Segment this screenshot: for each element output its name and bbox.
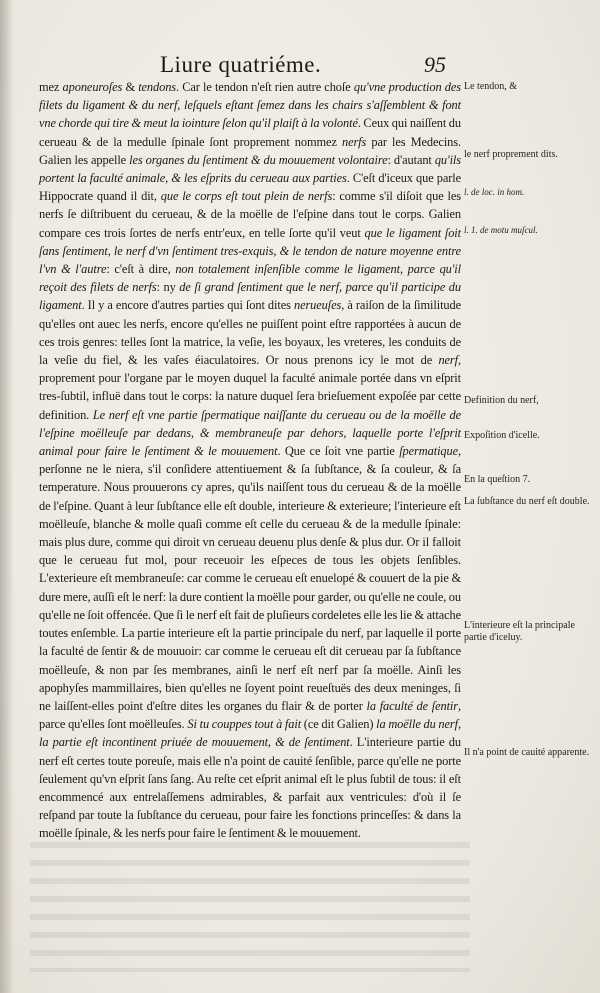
gutter-shadow — [0, 0, 14, 993]
italic-segment: ſpermatique — [399, 444, 458, 459]
text-segment: . Ceux qui naiſſent du cerueau & de la medulle ſpinale ſont proprement nommez — [39, 116, 461, 149]
margin-note-nerf-proprement: le nerf proprement dits. — [464, 149, 558, 160]
page-number: 95 — [424, 52, 446, 77]
italic-segment: la faculté de ſentir — [366, 698, 458, 713]
body-paragraph — [39, 78, 461, 843]
italic-segment: tendons — [138, 80, 177, 94]
margin-note-cauite: Il n'a point de cauité apparente. — [464, 747, 590, 758]
italic-segment: Le nerf eſt vne partie ſpermatique naiſſante du cerueau ou de la moëlle de l'eſpine moëlleuſe par dedans, & membraneuſe par dehors, laquelle porte l'eſprit animal pour faire le ſentiment & le mouuement — [39, 407, 461, 459]
italic-segment: non totalement inſenſible comme le ligament, parce qu'il reçoit des filets de nerfs — [39, 262, 461, 295]
italic-segment: qu'ils portent la faculté animale, & les eſprits du cerueau aux parties — [39, 152, 461, 186]
text-segment: . L'interieure partie du nerf eſt certes toute poreuſe, mais elle n'a point de cauité ſenſible, parce qu'elle ne porte ſeulement qu'vn eſprit ſans ſang. Au reſte cet eſprit animal eſt le plus ſubtil de tous: il eſt encommencé aux entrelaſſemens admirables, & parfait aux ventricules: d'où il ſe reſpand par toute la ſubſtance du cerueau, pour faire les fonctions princeſſes: & dans la moëlle ſpinale, & les nerfs pour faire le ſentiment & le mouuement. — [39, 735, 461, 841]
text-segment: par les Medecins. Galien les appelle — [39, 134, 461, 167]
text-segment: : ny — [156, 280, 180, 295]
text-segment: : d'autant — [387, 152, 435, 167]
text-segment: , proprement pour l'organe par le moyen duquel la faculté animale portée dans vn eſprit tres-ſubtil, influë dans tout le corps: la nature duquel ſera brieſuement expoſée par cette definition. — [39, 353, 461, 422]
text-segment: . Car le tendon n'eſt rien autre choſe — [176, 80, 354, 94]
margin-note-motu-muscul: l. 1. de motu muſcul. — [464, 225, 538, 235]
italic-segment: que le corps eſt tout plein de nerfs — [160, 189, 333, 204]
text-segment: , à raiſon de la ſimilitude qu'elles ont auec les nerfs, encore qu'elles ne puiſſent point eſtre rapportées à aucun de ces trois genres: telles ſont la matrice, la veſie, les boyaux, les vreteres, les conduits de la veſie du fiel, & les vaſes éiaculatoires. Or nous prenons icy le mot de — [39, 298, 462, 368]
margin-note-exposition: Expoſition d'icelle. — [464, 430, 540, 441]
italic-segment: la moëlle du nerf, la partie eſt incontinent priuée de mouuement, & de ſentiment — [39, 717, 461, 750]
italic-segment: Si tu couppes tout à fait — [187, 717, 302, 732]
italic-segment: aponeuroſes — [62, 80, 126, 94]
italic-segment: nerf — [438, 353, 458, 368]
margin-note-interieure: L'interieure eſt la principale partie d'iceluy. — [464, 620, 575, 643]
main-text-column — [39, 78, 461, 843]
margin-note-question-7: En la queſtion 7. — [464, 474, 531, 485]
show-through-ink — [30, 842, 470, 972]
italic-segment: que le ligament ſoit ſans ſentiment, le nerf d'vn ſentiment tres-exquis, & le tendon de nature moyenne entre l'vn & l'autre — [39, 225, 461, 277]
text-segment: . Il y a encore d'autres parties qui ſont dites — [81, 298, 294, 313]
italic-segment: de ſi grand ſentiment que le nerf, parce qu'il participe du ligament — [39, 280, 461, 313]
margin-note-tendon: Le tendon, & — [464, 81, 518, 92]
running-title: Liure quatriéme. — [160, 52, 322, 77]
text-segment: mez — [39, 80, 63, 94]
text-segment: , parce qu'elles ſont moëlleuſes. — [39, 698, 461, 732]
margin-note-substance-double: La ſubſtance du nerf eſt double. — [464, 496, 590, 507]
italic-segment: nerueuſes — [293, 298, 342, 313]
text-segment: & — [125, 80, 139, 94]
italic-segment: les organes du ſentiment & du mouuement volontaire — [129, 152, 388, 167]
margin-note-definition: Definition du nerf, — [464, 395, 539, 406]
margin-note-loc-in-hom: l. de loc. in hom. — [464, 187, 525, 197]
text-segment: , perſonne ne le niera, s'il conſidere attentiuement & ſa ſubſtance, & ſa couleur, & ſa temperature. Nous prouuerons cy apres, qu'ils naiſſent tous du cerueau & de la moëlle de l'eſpine. Quant à leur ſubſtance elle eſt double, interieure & exterieure; l'interieure eſt moëlleuſe, blanche & molle quaſi comme eſt celle du cerueau & de la medulle ſpinale: mais plus dure, comme qui diroit vn cerueau deuenu plus denſe & plus dur. Or il falloit que le cerueau fut mol, pour receuoir les eſpeces de tous les objets ſenſibles. L'exterieure eſt membraneuſe: car comme le cerueau eſt enuelopé & couuert de la pie & dure mere, auſſi eſt le nerf: la dure contient la moëlle pour garder, ou qu'elle ne coule, ou qu'elle ne ſoit offencée. Que ſi le nerf eſt fait de pluſieurs cordeletes elle les lie & attache toutes enſemble. La partie interieure eſt la partie principale du nerf, par laquelle il porte la faculté de ſentir & de mouuoir: car comme le cerueau eſt dit cerueau par ſa ſubſtance moëlleuſe, & non par ſes membranes, ainſi le nerf eſt nerf par ſa moëlle. Ainſi les apophyſes mammillaires, bien qu'elles ne ſoyent point reueſtuës des deux meninges, ſi ne laiſſent-elles point d'eſtre dites les organes du flair & de porter — [39, 444, 461, 713]
text-segment: : c'eſt à dire, — [106, 262, 176, 277]
italic-segment: nerfs — [341, 134, 367, 149]
text-segment: . Que ce ſoit vne partie — [277, 444, 400, 459]
italic-segment: qu'vne production des filets du ligament & du nerf, leſquels eſtant ſemez dans les chairs s'aſſemblent & font vne chorde qui tire & meut la iointure ſelon qu'il plaiſt à la volonté — [39, 80, 462, 131]
text-segment: : comme s'il diſoit que les nerfs ſe diſtribuent du cerueau, & de la moëlle de l'eſpine dans tout le corps. Galien compare ces trois ſortes de nerfs entr'eux, en telle ſorte qu'il veut — [39, 189, 461, 240]
text-segment: (ce dit Galien) — [301, 717, 377, 732]
text-segment: . C'eſt d'iceux que parle Hippocrate quand il dit, — [39, 171, 461, 204]
